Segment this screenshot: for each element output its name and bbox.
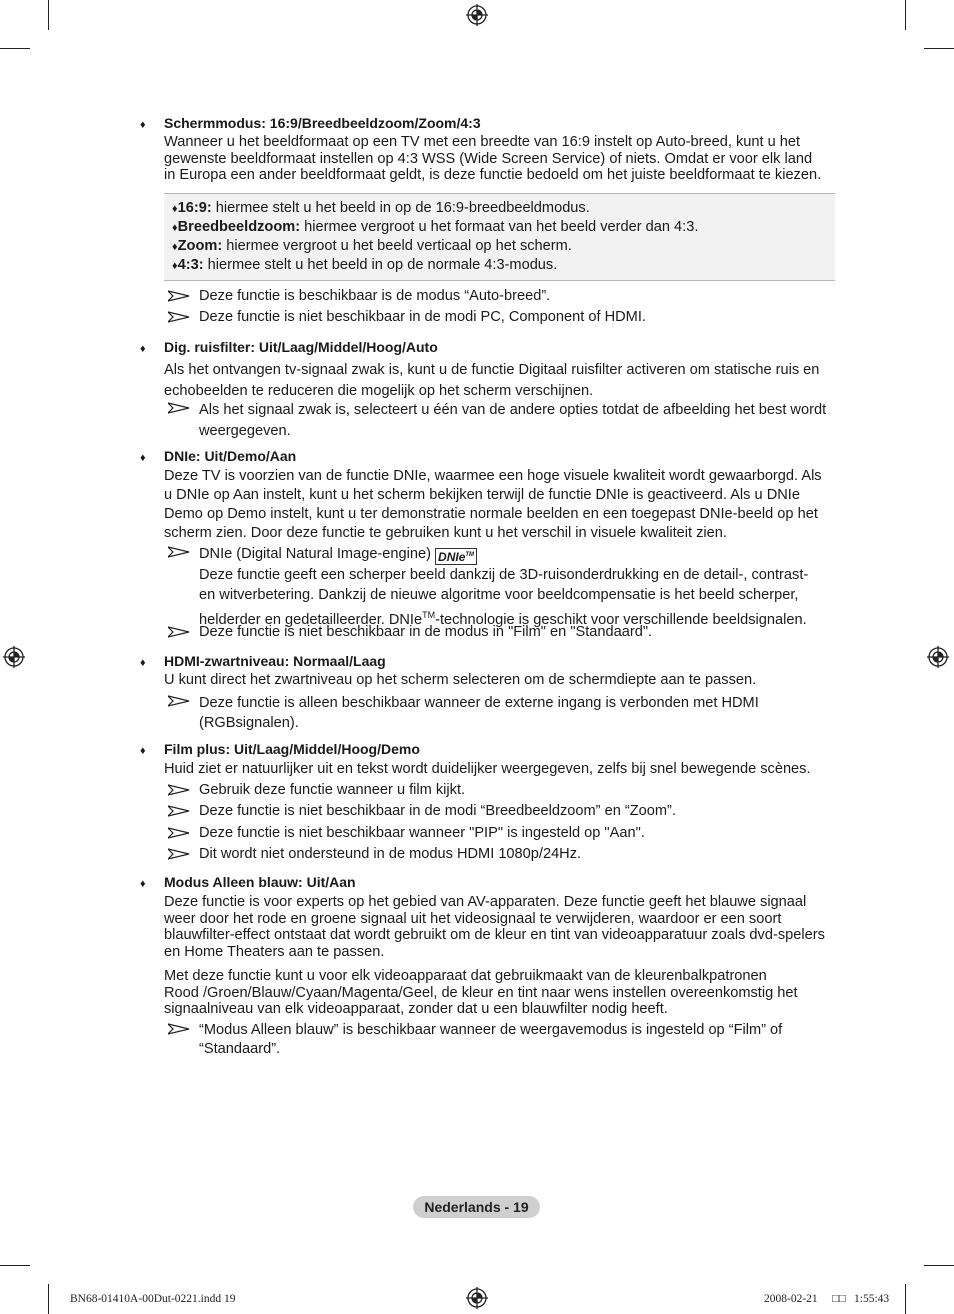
note-arrow-icon [168, 1023, 190, 1035]
option-text: hiermee vergroot u het formaat van het beeld verder dan 4:3. [300, 219, 699, 235]
crop-mark [48, 1284, 49, 1314]
body-line: echobeelden te reduceren die mogelijk op het scherm verschijnen. [164, 382, 594, 399]
body-line: Wanneer u het beeldformaat op een TV met een breedte van 16:9 instelt op Auto-breed, kunt u het [164, 134, 801, 150]
note-arrow-icon [168, 805, 190, 817]
note-text: (RGBsignalen). [199, 715, 299, 731]
body-line: gewenste beeldformaat instellen op 4:3 WSS (Wide Screen Service) of niets. Omdat er voor elk land [164, 150, 813, 167]
note-arrow-icon [168, 848, 190, 860]
section-heading: Schermmodus: 16:9/Breedbeeldzoom/Zoom/4:3 [164, 115, 481, 131]
section-body [164, 968, 839, 1018]
section-heading: DNIe: Uit/Demo/Aan [164, 448, 297, 464]
note [168, 544, 838, 630]
option-row: ♦4:3: hiermee stelt u het beeld in op de normale 4:3-modus. [172, 257, 558, 273]
diamond-bullet: ♦ [140, 452, 146, 464]
body-line: en Home Theaters aan te passen. [164, 943, 385, 960]
crop-mark [0, 48, 30, 49]
crop-mark [905, 1284, 906, 1314]
registration-mark-icon [927, 646, 949, 668]
section-heading: Film plus: Uit/Laag/Middel/Hoog/Demo [164, 741, 420, 757]
note-text: Deze functie is niet beschikbaar in de modi “Breedbeeldzoom” en “Zoom”. [199, 803, 676, 819]
note [168, 782, 838, 799]
body-line: Demo op Demo instelt, kunt u ter demonstratie normale beelden en een toegepast DNIe-beeld op het [164, 506, 818, 522]
note-text: Deze functie is niet beschikbaar in de modus in "Film" en "Standaard". [199, 624, 653, 640]
note [168, 400, 838, 441]
note-arrow-icon [168, 827, 190, 839]
section-body [164, 467, 839, 543]
body-line: Deze functie is voor experts op het gebied van AV-apparaten. Deze functie geeft het blauwe signaal [164, 894, 807, 910]
section-body [164, 894, 839, 960]
body-line: Met deze functie kunt u voor elk videoapparaat dat gebruikmaakt van de kleurenbalkpatronen [164, 968, 767, 984]
note-arrow-icon [168, 402, 190, 414]
diamond-bullet: ♦ [140, 657, 146, 669]
note [168, 846, 838, 863]
option-term: Breedbeeldzoom: [177, 219, 301, 235]
dnie-logo-tm: TM [465, 552, 475, 558]
tm-mark: TM [422, 610, 436, 620]
note-text: “Standaard”. [199, 1040, 281, 1057]
option-term: Zoom: [177, 238, 223, 254]
note [168, 309, 838, 326]
note-text: “Modus Alleen blauw” is beschikbaar wanneer de weergavemodus is ingesteld op “Film” of [199, 1022, 783, 1038]
option-term: 4:3: [177, 257, 204, 273]
section-heading: Modus Alleen blauw: Uit/Aan [164, 874, 356, 890]
dnie-logo-text: DNIe [438, 550, 466, 564]
crop-mark [48, 0, 49, 30]
section-heading: HDMI-zwartniveau: Normaal/Laag [164, 653, 386, 669]
note-arrow-icon [168, 290, 190, 302]
note-text: Deze functie is beschikbaar is de modus “Auto-breed”. [199, 288, 551, 304]
note-arrow-icon [168, 784, 190, 796]
body-line: scherm zien. Door deze functie te gebruiken kunt u het verschil in visuele kwaliteit zien. [164, 525, 727, 541]
note-text: Deze functie is alleen beschikbaar wanneer de externe ingang is verbonden met HDMI [199, 695, 759, 711]
note [168, 825, 838, 842]
body-line: Als het ontvangen tv-signaal zwak is, kunt u de functie Digitaal ruisfilter activeren om statische ruis en [164, 362, 820, 378]
footer-date: 2008-02-21 [764, 1293, 818, 1305]
crop-mark [924, 48, 954, 49]
note-text: Gebruik deze functie wanneer u film kijkt. [199, 782, 466, 798]
note-text: weergegeven. [199, 422, 291, 439]
section-body [164, 672, 839, 689]
option-text: hiermee stelt u het beeld in op de 16:9-breedbeeldmodus. [211, 200, 590, 216]
note-arrow-icon [168, 626, 190, 638]
section-body [164, 761, 839, 778]
note-text: Dit wordt niet ondersteund in de modus HDMI 1080p/24Hz. [199, 846, 582, 862]
footer-time: 1:55:43 [854, 1293, 890, 1305]
page-number-label: Nederlands - 19 [413, 1196, 540, 1218]
crop-mark [924, 1265, 954, 1266]
footer-boxes: □□ [832, 1293, 846, 1305]
registration-mark-icon [466, 1287, 488, 1309]
section-heading: Dig. ruisfilter: Uit/Laag/Middel/Hoog/Auto [164, 339, 438, 355]
diamond-bullet: ♦ [140, 878, 146, 890]
note-arrow-icon [168, 695, 190, 707]
body-line: Deze TV is voorzien van de functie DNIe, waarmee een hoge visuele kwaliteit wordt gewaarborgd. Als [164, 468, 822, 484]
body-line: in Europa een ander beeldformaat geldt, is deze functie bedoeld om het juiste beeldformaat te kiezen. [164, 167, 822, 184]
body-line: U kunt direct het zwartniveau op het scherm selecteren om de schermdiepte aan te passen. [164, 672, 757, 688]
crop-mark [905, 0, 906, 30]
dnie-logo [435, 548, 477, 565]
note-text: Deze functie is niet beschikbaar wanneer "PIP" is ingesteld op "Aan". [199, 825, 645, 841]
body-line: u DNIe op Aan instelt, kunt u het scherm bekijken terwijl de functie DNIe is geactiveerd. Als u DNIe [164, 487, 800, 503]
note-arrow-icon [168, 546, 190, 558]
note [168, 1021, 838, 1058]
option-term: 16:9: [177, 200, 212, 216]
body-line: Rood /Groen/Blauw/Cyaan/Magenta/Geel, de kleur en tint naar wens instellen overeenkomstig het [164, 984, 798, 1001]
diamond-bullet: ♦ [140, 745, 146, 757]
note [168, 803, 838, 820]
note [168, 288, 838, 305]
option-text: hiermee stelt u het beeld in op de normale 4:3-modus. [203, 257, 558, 273]
diamond-bullet: ♦ [140, 119, 146, 131]
registration-mark-icon [3, 646, 25, 668]
note-text: helderder en gedetailleerder. DNIe [199, 611, 423, 628]
note-text: Deze functie geeft een scherper beeld dankzij de 3D-ruisonderdrukking en de detail-, contrast- [199, 567, 809, 583]
note [168, 624, 838, 641]
body-line: blauwfilter-effect ontstaat dat wordt gebruikt om de kleur en tint van videoapparatuur zoals dvd-spelers [164, 927, 825, 944]
footer-filename: BN68-01410A-00Dut-0221.indd 19 [70, 1293, 236, 1305]
note-arrow-icon [168, 311, 190, 323]
section-body [164, 360, 839, 401]
body-line: weer door het rode en groene signaal uit het videosignaal te verwijderen, waardoor er een soort [164, 910, 782, 927]
option-row: ♦16:9: hiermee stelt u het beeld in op de 16:9-breedbeeldmodus. [172, 200, 590, 216]
option-row: ♦Breedbeeldzoom: hiermee vergroot u het formaat van het beeld verder dan 4:3. [172, 219, 699, 235]
option-text: hiermee vergroot u het beeld verticaal op het scherm. [222, 238, 572, 254]
note-text: DNIe (Digital Natural Image-engine) [199, 546, 431, 562]
note-text: Deze functie is niet beschikbaar in de modi PC, Component of HDMI. [199, 309, 646, 325]
note-text: en witverbetering. Dankzij de nieuwe algoritme voor beeldcompensatie is het beeld scherper, [199, 587, 799, 603]
registration-mark-icon [466, 4, 488, 26]
body-line: Huid ziet er natuurlijker uit en tekst wordt duidelijker weergegeven, zelfs bij snel bewegende scènes. [164, 761, 811, 777]
diamond-bullet: ♦ [140, 343, 146, 355]
options-box [164, 193, 835, 281]
crop-mark [0, 1265, 30, 1266]
body-line: signaalniveau van elk videoapparaat, zonder dat u een blauwfilter nodig heeft. [164, 1001, 668, 1018]
option-row: ♦Zoom: hiermee vergroot u het beeld verticaal op het scherm. [172, 238, 572, 254]
note-text: Als het signaal zwak is, selecteert u één van de andere opties totdat de afbeelding het best wordt [199, 402, 827, 418]
section-body [164, 134, 839, 184]
note [168, 693, 838, 733]
note-text: -technologie is geschikt voor verschillende beeldsignalen. [435, 611, 807, 628]
